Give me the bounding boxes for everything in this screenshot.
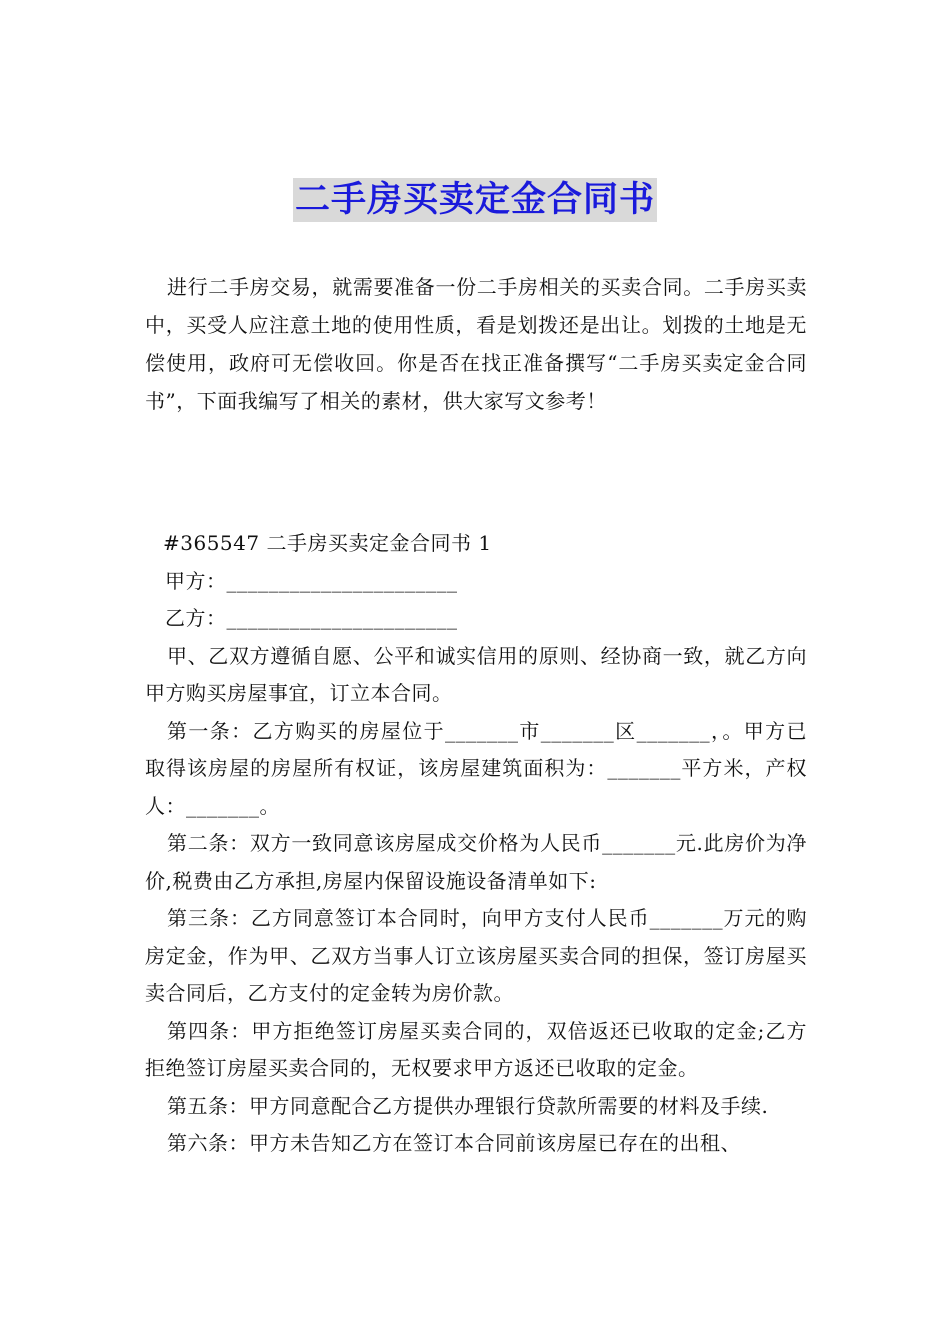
article-3: 第三条：乙方同意签订本合同时，向甲方支付人民币_______万元的购房定金，作为甲、乙双方当事人订立该房屋买卖合同的担保，签订房屋买卖合同后，乙方支付的定金转为房价款。 bbox=[145, 906, 807, 1005]
article-1: 第一条：乙方购买的房屋位于_______市_______区_______，。甲方已取得该房屋的房屋所有权证，该房屋建筑面积为：_______平方米，产权人：_______。 bbox=[145, 718, 807, 818]
article-5: 第五条：甲方同意配合乙方提供办理银行贷款所需要的材料及手续. bbox=[167, 1093, 769, 1118]
article-4: 第四条：甲方拒绝签订房屋买卖合同的，双倍返还已收取的定金;乙方拒绝签订房屋买卖合同的，无权要求甲方返还已收取的定金。 bbox=[145, 1018, 807, 1080]
intro-section bbox=[145, 268, 807, 420]
title-container bbox=[0, 178, 950, 222]
party-a-line: 甲方：______________________ bbox=[165, 568, 458, 593]
intro-paragraph: 进行二手房交易，就需要准备一份二手房相关的买卖合同。二手房买卖中，买受人应注意土地的使用性质，看是划拨还是出让。划拨的土地是无偿使用，政府可无偿收回。你是否在找正准备撰写“二手房买卖定金合同书”，下面我编写了相关的素材，供大家写文参考！ bbox=[145, 275, 807, 413]
preamble-paragraph: 甲、乙双方遵循自愿、公平和诚实信用的原则、经协商一致，就乙方向甲方购买房屋事宜，订立本合同。 bbox=[145, 643, 807, 705]
article-6: 第六条：甲方未告知乙方在签订本合同前该房屋已存在的出租、 bbox=[167, 1131, 741, 1155]
contract-section bbox=[145, 525, 807, 1163]
section-heading: #365547 二手房买卖定金合同书 1 bbox=[163, 531, 492, 555]
article-2: 第二条：双方一致同意该房屋成交价格为人民币_______元.此房价为净价,税费由乙方承担,房屋内保留设施设备清单如下: bbox=[145, 831, 807, 893]
party-b-line: 乙方：______________________ bbox=[165, 606, 458, 630]
document-title: 二手房买卖定金合同书 bbox=[294, 180, 655, 220]
